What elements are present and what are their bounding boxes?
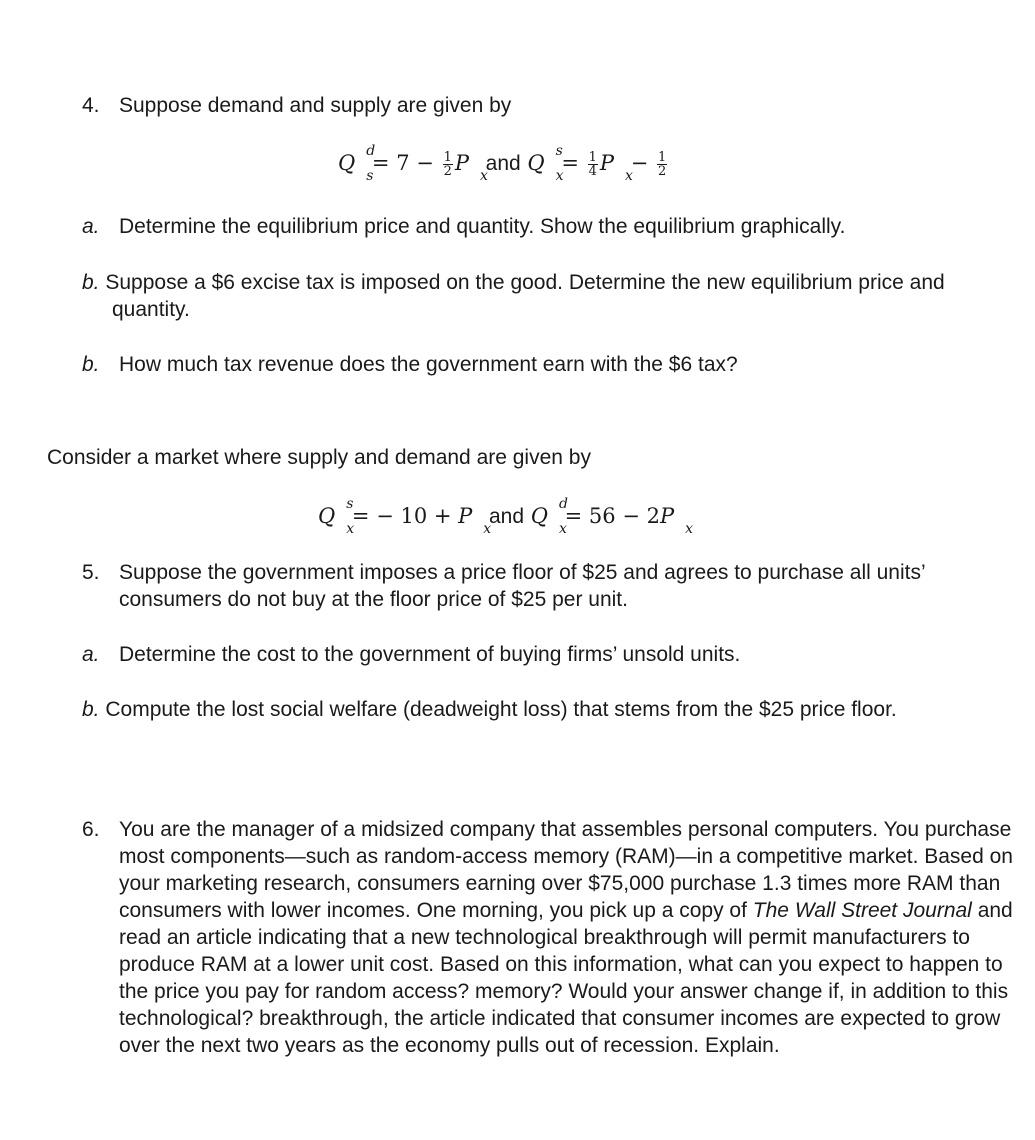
q5-b-label: b. bbox=[82, 698, 100, 721]
q5-part-a bbox=[82, 641, 1002, 668]
q6-text bbox=[82, 816, 1014, 1059]
q6-body-end: and read an article indicating that a new technological breakthrough will permit manufacturers to produce RAM at a lower unit cost. Based on this information, what can you expect to happen to the price you pay for random access? memory? Would your answer change if, in addition to this technological? breakthrough, the article indicated that consumer incomes are expected to grow over the next two years as the economy pulls out of recession. Explain. bbox=[119, 899, 1013, 1057]
q6-number: 6. bbox=[82, 818, 100, 841]
market-equation: Q s x = − 10 + P x and Q d x = 56 − 2P x bbox=[318, 496, 693, 537]
q4-equation: Q d s = 7 − $\frac{1}{2}$ P x and Q s x = $\frac{1}{4}$ P x − $\frac{1}{2}$ bbox=[338, 143, 667, 184]
fraction-one-half: $\frac{1}{2}$ bbox=[443, 150, 452, 179]
q5-a-text: Determine the cost to the government of buying firms’ unsold units. bbox=[119, 643, 741, 666]
q4-intro bbox=[82, 92, 982, 119]
fraction-one-half: $\frac{1}{2}$ bbox=[658, 150, 667, 179]
q4-a-text: Determine the equilibrium price and quantity. Show the equilibrium graphically. bbox=[119, 215, 846, 238]
q4-a-label: a. bbox=[82, 215, 100, 238]
q4-b2-label: b. bbox=[82, 353, 100, 376]
q5-body: Suppose the government imposes a price floor of $25 and agrees to purchase all units’ consumers do not buy at the floor price of $25 per unit. bbox=[119, 561, 925, 611]
market-intro: Consider a market where supply and demand are given by bbox=[47, 446, 591, 469]
q4-b1-text: Suppose a $6 excise tax is imposed on the good. Determine the new equilibrium price and quantity. bbox=[105, 271, 945, 321]
q4-b2-text: How much tax revenue does the government earn with the $6 tax? bbox=[119, 353, 738, 376]
q5-part-b bbox=[82, 696, 934, 723]
q5-b-text: Compute the lost social welfare (deadweight loss) that stems from the $25 price floor. bbox=[105, 698, 897, 721]
q4-part-a bbox=[82, 213, 1002, 240]
q6-body-start: You are the manager of a midsized company that assembles personal computers. You purchase most components—such as random-access memory (RAM)—in a competitive market. Based on your marketing research, consumers earning over $75,000 purchase 1.3 times more RAM than consumers with lower incomes. One morning, you pick up a copy of bbox=[119, 818, 1013, 922]
q4-number: 4. bbox=[82, 94, 100, 117]
q5-a-label: a. bbox=[82, 643, 100, 666]
fraction-one-quarter: $\frac{1}{4}$ bbox=[588, 150, 597, 179]
q4-intro-text: Suppose demand and supply are given by bbox=[119, 94, 512, 117]
q4-part-b2 bbox=[82, 351, 1002, 378]
q5-text bbox=[82, 559, 1024, 613]
q4-b1-label: b. bbox=[82, 271, 100, 294]
q4-part-b1 bbox=[82, 269, 1012, 323]
q6-journal-title: The Wall Street Journal bbox=[752, 899, 972, 922]
q5-number: 5. bbox=[82, 561, 100, 584]
